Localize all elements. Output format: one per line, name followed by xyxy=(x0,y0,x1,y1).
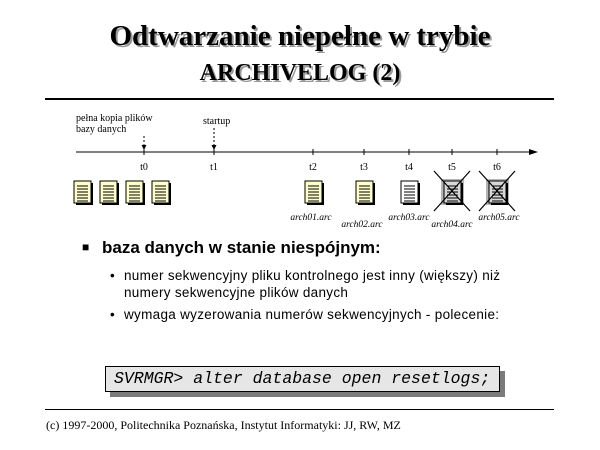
timeline-diagram xyxy=(0,105,600,230)
backup-document-icon xyxy=(152,181,171,205)
tick-label-t3: t3 xyxy=(360,162,368,173)
annotation-t1: startup xyxy=(203,116,231,127)
footer-text: (c) 1997-2000, Politechnika Poznańska, Instytut Informatyki: JJ, RW, MZ xyxy=(46,418,401,432)
tick-label-t1: t1 xyxy=(210,162,218,173)
backup-document-icon xyxy=(126,181,145,205)
footer-divider xyxy=(45,409,554,410)
backup-document-icon xyxy=(74,181,93,205)
page-title: Odtwarzanie niepełne w trybie xyxy=(109,20,491,52)
lost-archive-log-icon xyxy=(434,171,470,211)
command-text: SVRMGR> alter database open resetlogs; xyxy=(114,369,491,388)
annotation-arrowhead xyxy=(142,145,147,150)
backup-document-icon xyxy=(100,181,119,205)
archive-label: arch03.arc xyxy=(388,213,430,223)
archive-log-icon xyxy=(305,181,324,205)
sub-bullet-1 xyxy=(110,267,550,301)
tick-label-t4: t4 xyxy=(405,162,413,173)
title-divider xyxy=(45,98,554,100)
annotation-t0: pełna kopia plików xyxy=(76,113,153,124)
archive-log-icon xyxy=(356,181,375,205)
square-bullet-icon: ■ xyxy=(82,240,90,254)
tick-label-t5: t5 xyxy=(448,162,456,173)
sub-bullet-text: numer sekwencyjny pliku kontrolnego jest inny (większy) niż numery sekwencyjne plików danych xyxy=(124,268,501,300)
tick-label-t0: t0 xyxy=(140,162,148,173)
archive-label: arch02.arc xyxy=(341,220,383,230)
archive-log-icon xyxy=(401,181,420,205)
annotation-t0: bazy danych xyxy=(76,124,127,135)
tick-label-t2: t2 xyxy=(309,162,317,173)
main-bullet-text: baza danych w stanie niespójnym: xyxy=(102,238,381,257)
command-box xyxy=(105,366,500,392)
tick-label-t6: t6 xyxy=(493,162,501,173)
sub-bullet-text: wymaga wyzerowania numerów sekwencyjnych - polecenie: xyxy=(124,307,500,322)
archive-label: arch04.arc xyxy=(431,220,473,230)
main-bullet xyxy=(82,238,381,258)
archive-label: arch01.arc xyxy=(290,213,332,223)
page-subtitle: ARCHIVELOG (2) xyxy=(199,60,401,86)
round-bullet-icon: • xyxy=(110,268,116,283)
lost-archive-log-icon xyxy=(479,171,515,211)
round-bullet-icon: • xyxy=(110,307,116,322)
sub-bullet-2 xyxy=(110,306,550,323)
annotation-arrowhead xyxy=(212,145,217,150)
timeline-arrow xyxy=(529,149,538,155)
archive-label: arch05.arc xyxy=(478,213,520,223)
